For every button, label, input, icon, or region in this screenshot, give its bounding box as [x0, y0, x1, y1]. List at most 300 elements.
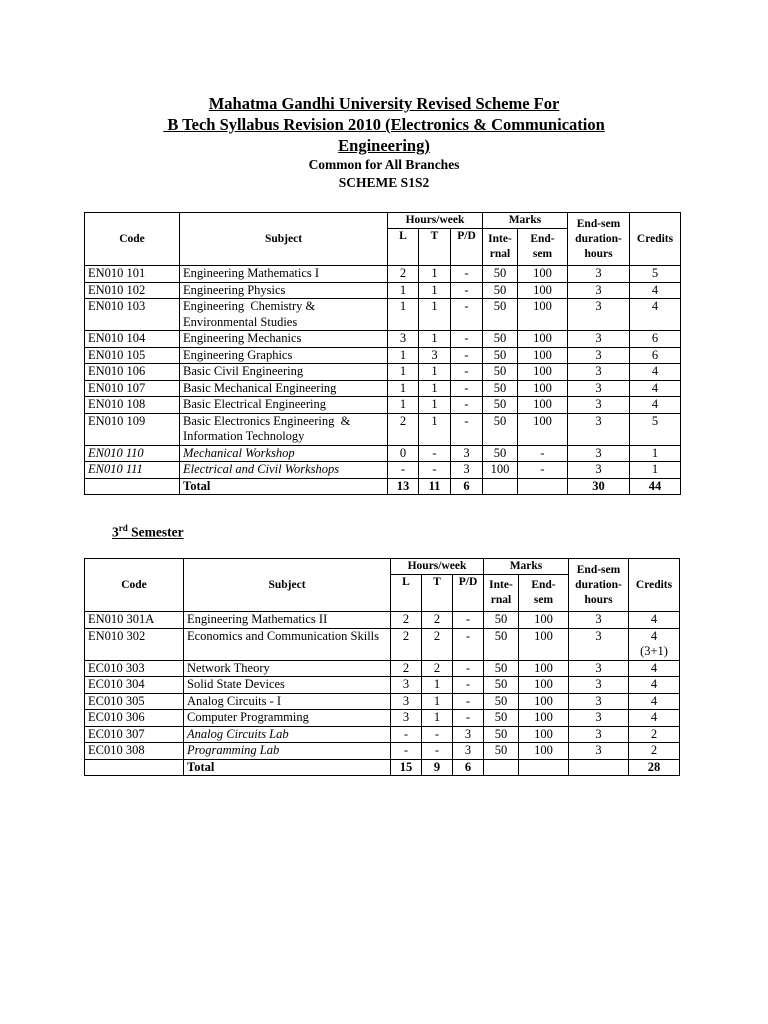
cell-t-text: 2 — [433, 628, 441, 643]
cell-pd-text: - — [464, 282, 469, 297]
header-internal: Inte-rnal — [484, 575, 519, 612]
cell-subject-text: Solid State Devices — [187, 677, 285, 691]
cell-duration-text: 3 — [595, 364, 602, 378]
cell-pd — [451, 364, 483, 381]
table-row — [85, 612, 680, 629]
header-end-sem: End-sem — [519, 575, 569, 612]
cell-subject — [184, 628, 391, 660]
header-internal: Inte-rnal — [483, 229, 518, 266]
cell-subject — [184, 726, 391, 743]
cell-subject-text: Engineering Mathematics I — [183, 266, 320, 280]
cell-t — [422, 726, 453, 743]
cell-end-sem — [518, 413, 568, 445]
cell-pd — [453, 710, 484, 727]
cell-end-sem — [518, 445, 568, 462]
table-row — [85, 413, 681, 445]
cell-subject-text: Analog Circuits - I — [187, 693, 282, 708]
semester-suffix: rd — [118, 523, 128, 533]
cell-l-text: 1 — [399, 347, 407, 362]
cell-t — [419, 347, 451, 364]
cell-t — [422, 677, 453, 694]
cell-code-text: EN010 104 — [88, 331, 146, 345]
cell-t-text: - — [432, 445, 437, 460]
cell-l-text: - — [403, 726, 409, 741]
cell-code-text: EN010 108 — [88, 397, 146, 411]
cell-pd-text: - — [464, 347, 469, 362]
cell-end-sem-text: 100 — [533, 266, 552, 280]
cell-t — [419, 397, 451, 414]
total-row — [85, 759, 680, 776]
cell-internal-text: 50 — [493, 347, 507, 362]
cell-l — [388, 266, 419, 283]
total-t: 9 — [422, 759, 453, 776]
cell-end-sem-text: 100 — [533, 380, 552, 395]
cell-code — [85, 445, 180, 462]
cell-credits — [629, 660, 680, 677]
cell-end-sem-text: 100 — [533, 282, 552, 297]
cell-credits — [629, 693, 680, 710]
cell-code — [85, 413, 180, 445]
cell-t-text: 1 — [431, 380, 438, 395]
cell-credits — [630, 462, 681, 479]
total-row — [85, 478, 681, 495]
table-row — [85, 743, 680, 760]
cell-subject-text: Engineering Mechanics — [183, 331, 302, 345]
cell-internal-text: 50 — [494, 612, 508, 626]
cell-credits-text: 4 — [651, 282, 659, 297]
cell-pd-text: - — [464, 364, 469, 378]
cell-end-sem-text: 100 — [534, 677, 553, 691]
cell-subject-text: Engineering Mathematics II — [187, 612, 328, 626]
cell-l — [388, 462, 419, 479]
header-duration: End-sem duration-hours — [569, 559, 629, 612]
header-l: L — [388, 229, 419, 266]
header-credits: Credits — [629, 559, 680, 612]
cell-subject-text: Basic Civil Engineering — [183, 364, 304, 378]
cell-credits — [630, 282, 681, 299]
cell-duration — [568, 413, 630, 445]
header-t: T — [419, 229, 451, 266]
cell-l-text: - — [403, 743, 409, 757]
cell-t-text: - — [434, 743, 440, 757]
cell-internal — [484, 628, 519, 660]
cell-code-text: EC010 308 — [88, 743, 145, 757]
header-code: Code — [85, 559, 184, 612]
cell-duration-text: 3 — [595, 282, 602, 297]
table-row — [85, 380, 681, 397]
cell-duration — [569, 743, 629, 760]
header-marks: Marks — [483, 213, 568, 229]
cell-t-text: 1 — [431, 282, 438, 297]
table-row — [85, 677, 680, 694]
scheme-label: SCHEME S1S2 — [338, 175, 430, 190]
cell-t-text: 1 — [433, 710, 441, 724]
subtitle: Common for All Branches — [308, 157, 460, 172]
cell-l — [391, 612, 422, 629]
table-row — [85, 462, 681, 479]
cell-t — [419, 380, 451, 397]
cell-duration — [568, 282, 630, 299]
cell-code — [85, 693, 184, 710]
cell-credits-text: 4 — [650, 612, 658, 626]
cell-subject-text: Engineering Graphics — [183, 347, 293, 362]
cell-l — [391, 660, 422, 677]
cell-internal — [484, 660, 519, 677]
cell-credits — [630, 380, 681, 397]
cell-l — [391, 743, 422, 760]
cell-t-text: 1 — [431, 397, 438, 411]
cell-l-text: - — [400, 462, 406, 476]
cell-credits-text: 4 — [651, 364, 659, 378]
cell-end-sem — [519, 710, 569, 727]
cell-code — [85, 266, 180, 283]
cell-internal-text: 50 — [493, 397, 507, 411]
cell-subject-text: Network Theory — [187, 660, 270, 675]
cell-pd — [453, 660, 484, 677]
cell-subject — [184, 612, 391, 629]
cell-internal — [483, 266, 518, 283]
cell-internal-text: 50 — [494, 710, 508, 724]
cell-credits — [630, 266, 681, 283]
cell-l — [391, 710, 422, 727]
cell-credits — [630, 413, 681, 445]
cell-t-text: 1 — [431, 364, 438, 378]
cell-code — [85, 364, 180, 381]
cell-subject — [180, 445, 388, 462]
cell-code-text: EN010 107 — [88, 380, 146, 395]
cell-duration-text: 3 — [595, 347, 602, 362]
cell-internal — [483, 462, 518, 479]
table-row — [85, 397, 681, 414]
cell-internal — [484, 710, 519, 727]
cell-end-sem-text: 100 — [534, 693, 553, 708]
cell-code-text: EN010 109 — [88, 413, 146, 428]
cell-credits-text: 5 — [651, 413, 659, 428]
cell-subject — [180, 266, 388, 283]
cell-t-text: 1 — [431, 299, 438, 313]
total-l: 13 — [388, 478, 419, 495]
cell-pd-text: - — [464, 397, 469, 411]
title-line-3: Engineering) — [338, 136, 430, 155]
scheme-table-semester-3 — [84, 558, 680, 776]
cell-end-sem — [519, 628, 569, 660]
cell-pd-text: 3 — [463, 445, 470, 460]
cell-code — [85, 282, 180, 299]
cell-internal-text: 50 — [494, 628, 508, 643]
cell-duration-text: 3 — [595, 612, 602, 626]
cell-duration — [568, 462, 630, 479]
cell-code-text: EC010 306 — [88, 710, 145, 724]
cell-credits — [629, 628, 680, 660]
cell-code-text: EN010 101 — [88, 266, 146, 280]
cell-pd — [451, 397, 483, 414]
table-row — [85, 364, 681, 381]
cell-end-sem — [518, 478, 568, 495]
total-duration: 30 — [568, 478, 630, 495]
cell-pd — [451, 282, 483, 299]
cell-end-sem — [519, 693, 569, 710]
semester-heading — [112, 523, 184, 541]
cell-credits — [630, 299, 681, 331]
cell-credits — [630, 397, 681, 414]
cell-t — [419, 462, 451, 479]
cell-duration-text: 3 — [595, 628, 602, 643]
cell-duration — [569, 726, 629, 743]
cell-l-text: 3 — [402, 677, 410, 691]
cell-duration-text: 3 — [595, 266, 602, 280]
total-credits: 44 — [630, 478, 681, 495]
cell-subject — [180, 347, 388, 364]
table-row — [85, 660, 680, 677]
cell-internal — [483, 331, 518, 348]
cell-credits — [629, 677, 680, 694]
cell-credits-text: 2 — [650, 726, 658, 741]
cell-duration-text: 3 — [595, 331, 602, 345]
cell-t — [422, 743, 453, 760]
cell-code — [85, 380, 180, 397]
cell-internal — [484, 759, 519, 776]
cell-internal-text: 50 — [494, 743, 508, 757]
document-title — [0, 93, 768, 156]
cell-credits — [629, 726, 680, 743]
cell-duration-text: 3 — [595, 660, 602, 675]
header-duration: End-sem duration-hours — [568, 213, 630, 266]
cell-internal-text: 50 — [493, 445, 507, 460]
cell-code — [85, 677, 184, 694]
header-hours-week: Hours/week — [391, 559, 484, 575]
cell-t — [419, 299, 451, 331]
cell-pd-text: 3 — [464, 743, 472, 757]
cell-t — [422, 660, 453, 677]
cell-credits-text: 4 — [650, 628, 658, 643]
cell-duration — [568, 397, 630, 414]
cell-t-text: 2 — [433, 660, 441, 675]
cell-l — [388, 413, 419, 445]
cell-credits-text: 4 — [651, 380, 659, 395]
cell-internal-text: 50 — [494, 660, 508, 675]
cell-l-text: 2 — [399, 266, 407, 280]
cell-end-sem — [519, 743, 569, 760]
cell-t — [419, 282, 451, 299]
cell-duration — [569, 660, 629, 677]
cell-credits-text: 4 — [650, 710, 658, 724]
cell-subject — [184, 743, 391, 760]
cell-code — [85, 759, 184, 776]
cell-subject-text: Engineering Chemistry & Environmental Studies — [183, 299, 319, 329]
cell-internal-text: 50 — [493, 380, 507, 395]
cell-t — [419, 445, 451, 462]
cell-end-sem-text: 100 — [533, 413, 552, 428]
cell-credits — [629, 612, 680, 629]
cell-pd — [453, 726, 484, 743]
cell-subject-text: Basic Electrical Engineering — [183, 397, 326, 411]
cell-pd — [453, 677, 484, 694]
scheme-table-s1s2 — [84, 212, 681, 495]
cell-internal-text: 50 — [494, 677, 508, 691]
cell-end-sem — [518, 380, 568, 397]
cell-internal — [484, 677, 519, 694]
cell-t-text: 1 — [431, 413, 438, 428]
table-row — [85, 693, 680, 710]
cell-l-text: 2 — [402, 628, 410, 643]
cell-internal — [483, 347, 518, 364]
cell-pd-text: - — [465, 612, 471, 626]
cell-duration — [568, 347, 630, 364]
cell-pd — [451, 445, 483, 462]
cell-duration — [568, 266, 630, 283]
cell-code-text: EN010 105 — [88, 347, 146, 362]
cell-duration-text: 3 — [595, 380, 602, 395]
header-subject: Subject — [184, 559, 391, 612]
cell-duration-text: 3 — [595, 445, 602, 460]
total-pd: 6 — [453, 759, 484, 776]
cell-l-text: 1 — [399, 380, 407, 395]
cell-internal-text: 50 — [493, 282, 507, 297]
cell-duration — [568, 445, 630, 462]
cell-t — [419, 413, 451, 445]
cell-code — [85, 628, 184, 660]
header-credits: Credits — [630, 213, 681, 266]
cell-end-sem-text: - — [540, 462, 545, 476]
cell-end-sem-text: - — [540, 445, 545, 460]
cell-duration — [568, 331, 630, 348]
cell-end-sem-text: 100 — [533, 364, 552, 378]
cell-subject-text: Electrical and Civil Workshops — [183, 462, 340, 476]
cell-subject — [180, 364, 388, 381]
total-credits: 28 — [629, 759, 680, 776]
cell-pd — [451, 462, 483, 479]
cell-subject — [180, 413, 388, 445]
cell-end-sem — [518, 266, 568, 283]
cell-l — [388, 380, 419, 397]
cell-code-text: EN010 302 — [88, 628, 146, 643]
cell-pd-text: - — [464, 299, 469, 313]
cell-pd-text: - — [465, 660, 471, 675]
cell-t-text: 1 — [431, 331, 438, 345]
cell-subject — [180, 282, 388, 299]
cell-end-sem — [519, 612, 569, 629]
header-marks: Marks — [484, 559, 569, 575]
cell-code-text: EC010 303 — [88, 660, 145, 675]
table-row — [85, 266, 681, 283]
cell-l — [388, 282, 419, 299]
cell-subject — [184, 660, 391, 677]
cell-subject-text: Programming Lab — [187, 743, 280, 757]
cell-pd — [451, 331, 483, 348]
cell-l-text: 0 — [399, 445, 407, 460]
cell-code — [85, 299, 180, 331]
cell-l-text: 1 — [399, 299, 407, 313]
cell-pd — [451, 413, 483, 445]
cell-credits-text: 1 — [651, 445, 659, 460]
table-row — [85, 299, 681, 331]
cell-duration-text: 3 — [595, 397, 602, 411]
cell-internal — [483, 397, 518, 414]
cell-end-sem — [518, 364, 568, 381]
total-l: 15 — [391, 759, 422, 776]
title-line-2: B Tech Syllabus Revision 2010 (Electronics & Communication — [163, 115, 605, 134]
cell-internal — [483, 445, 518, 462]
cell-pd-text: 3 — [464, 726, 472, 741]
cell-subject-text: Mechanical Workshop — [183, 445, 295, 460]
cell-l — [391, 693, 422, 710]
cell-end-sem — [518, 462, 568, 479]
cell-code-text: EN010 110 — [88, 445, 144, 460]
cell-end-sem-text: 100 — [534, 612, 553, 626]
cell-internal — [483, 380, 518, 397]
cell-end-sem-text: 100 — [534, 743, 553, 757]
cell-subject-text: Basic Mechanical Engineering — [183, 380, 337, 395]
table-body — [85, 612, 680, 776]
cell-end-sem-text: 100 — [534, 660, 553, 675]
cell-credits — [629, 743, 680, 760]
cell-credits-text: 6 — [651, 347, 659, 362]
cell-l-text: 1 — [399, 364, 407, 378]
header-hours-week: Hours/week — [388, 213, 483, 229]
cell-credits-text: 4 — [650, 677, 658, 691]
cell-credits — [630, 331, 681, 348]
cell-t — [419, 266, 451, 283]
cell-internal-text: 50 — [493, 331, 507, 345]
cell-end-sem-text: 100 — [533, 347, 552, 362]
cell-end-sem-text: 100 — [533, 397, 552, 411]
cell-pd-text: - — [464, 380, 469, 395]
cell-code — [85, 743, 184, 760]
cell-pd-text: - — [465, 710, 471, 724]
cell-duration-text: 3 — [595, 726, 602, 741]
total-label: Total — [180, 478, 388, 495]
cell-t — [422, 612, 453, 629]
header-end-sem: End-sem — [518, 229, 568, 266]
cell-l-text: 2 — [402, 612, 410, 626]
cell-credits — [630, 445, 681, 462]
cell-end-sem — [519, 759, 569, 776]
cell-duration — [569, 612, 629, 629]
cell-end-sem — [518, 299, 568, 331]
table-row — [85, 710, 680, 727]
cell-duration-text: 3 — [595, 299, 602, 313]
cell-subject — [184, 710, 391, 727]
header-l: L — [391, 575, 422, 612]
cell-pd — [453, 743, 484, 760]
cell-internal-text: 50 — [494, 726, 508, 741]
cell-internal — [483, 364, 518, 381]
cell-pd-text: - — [465, 677, 471, 691]
cell-subject — [180, 380, 388, 397]
cell-credits-text: 6 — [651, 331, 659, 345]
table-row — [85, 445, 681, 462]
cell-pd-text: - — [464, 331, 469, 345]
cell-duration-text: 3 — [595, 413, 602, 428]
cell-l — [391, 628, 422, 660]
cell-duration-text: 3 — [595, 710, 602, 724]
cell-code-text: EN010 106 — [88, 364, 146, 378]
cell-internal-text: 50 — [493, 266, 507, 280]
cell-pd — [451, 347, 483, 364]
cell-duration — [569, 677, 629, 694]
cell-internal-text: 50 — [493, 299, 507, 313]
cell-internal — [484, 726, 519, 743]
cell-credits — [630, 364, 681, 381]
cell-code-text: EC010 305 — [88, 693, 145, 708]
cell-code — [85, 726, 184, 743]
cell-code — [85, 331, 180, 348]
cell-code-text: EC010 307 — [88, 726, 145, 741]
cell-internal-text: 50 — [493, 413, 507, 428]
cell-t-text: - — [434, 726, 440, 741]
cell-t-text: 3 — [431, 347, 438, 362]
cell-subject — [180, 462, 388, 479]
